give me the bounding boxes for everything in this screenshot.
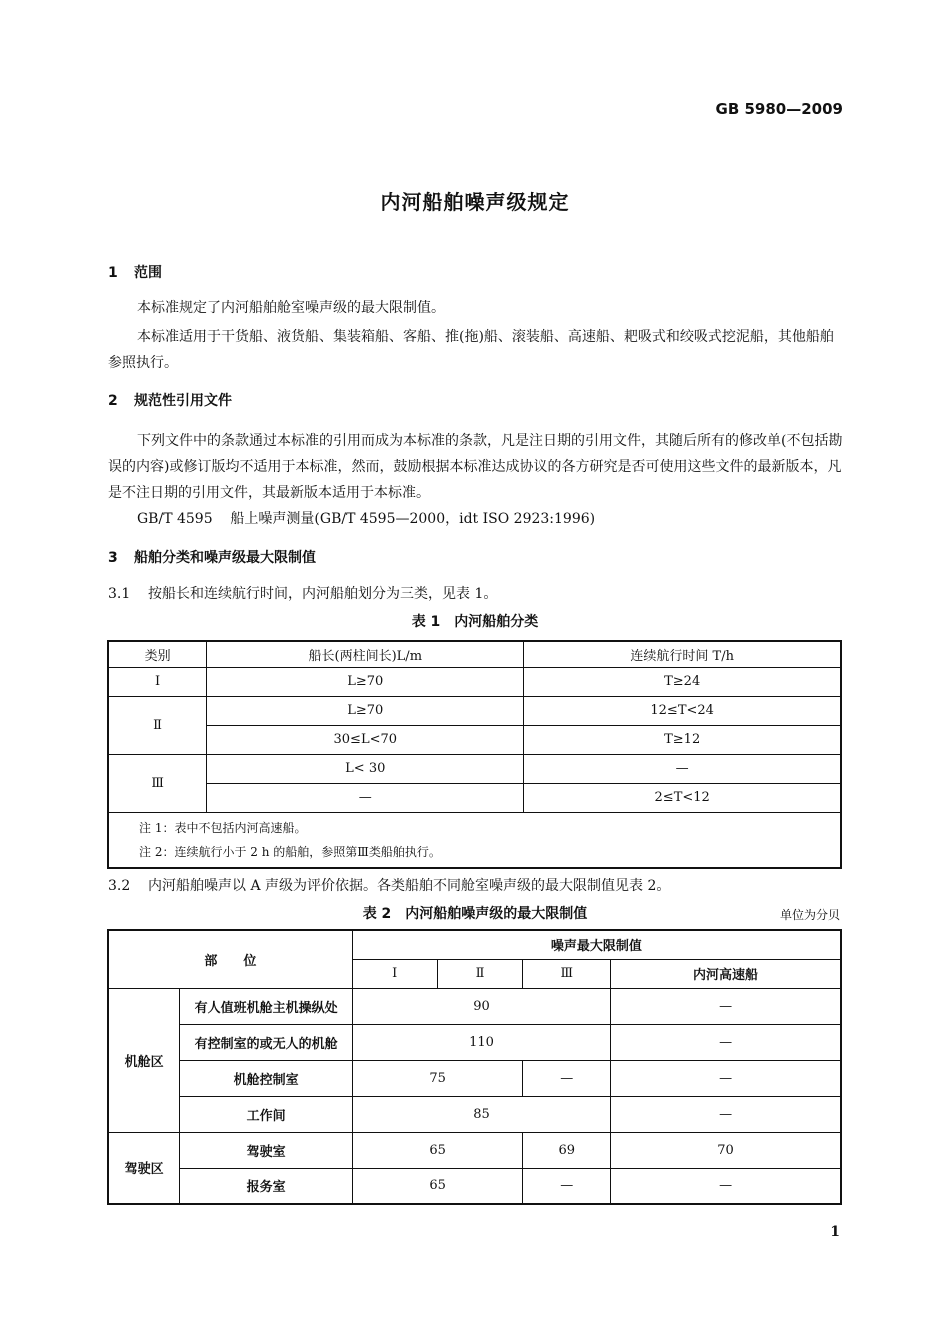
t1-cell: 30≤L<70 [207,725,524,754]
t2-row-name: 有人值班机舱主机操纵处 [180,988,353,1024]
t2-row-name: 驾驶室 [180,1132,353,1168]
t2-value: — [611,1060,841,1096]
document-title: 内河船舶噪声级规定 [380,190,570,214]
t1-cell: L< 30 [207,754,524,783]
t1-cell: 12≤T<24 [524,696,841,725]
t2-value: — [611,1096,841,1132]
t2-value: 90 [352,988,610,1024]
t1-cell: L≥70 [207,696,524,725]
t1-class-II: Ⅱ [108,696,207,754]
clause-3-1-number: 3.1 [108,586,131,602]
t2-value: 65 [352,1132,523,1168]
table-1-caption: 表 1 内河船舶分类 [411,614,539,630]
t1-cell: — [524,754,841,783]
t1-cell: T≥24 [524,667,841,696]
section-1-title: 范围 [134,265,162,281]
section-1-para-2: 本标准适用于干货船、液货船、集装箱船、客船、推(拖)船、滚装船、高速船、耙吸式和绞吸式挖泥船，其他船舶参照执行。 [108,329,834,371]
table-2 [107,929,842,1205]
t1-notes [108,812,841,868]
t2-header-limit: 噪声最大限制值 [352,930,841,959]
table-2-unit: 单位为分贝 [779,908,840,922]
t2-value: — [523,1060,611,1096]
section-1-number: 1 [108,265,118,281]
t1-cell: L≥70 [207,667,524,696]
t2-header-class-III: Ⅲ [523,959,611,988]
t1-header-length: 船长(两柱间长)L/m [207,641,524,667]
table-2-caption: 表 2 内河船舶噪声级的最大限制值 [362,906,588,922]
section-2-heading [108,390,232,410]
reference-title: 船上噪声测量(GB/T 4595—2000，idt ISO 2923:1996) [230,511,596,527]
t2-value: 110 [352,1024,610,1060]
t1-cell: — [207,783,524,812]
clause-3-1-text: 按船长和连续航行时间，内河船舶划分为三类，见表 1。 [148,586,498,602]
standard-code: GB 5980—2009 [715,100,843,118]
clause-3-2-number: 3.2 [108,878,131,894]
t2-value: 65 [352,1168,523,1204]
normative-reference [137,509,595,529]
section-2-number: 2 [108,393,118,409]
t1-note-1: 注 1：表中不包括内河高速船。 [139,820,307,835]
t1-header-time: 连续航行时间 T/h [524,641,841,667]
section-1-para-1: 本标准规定了内河船舶舱室噪声级的最大限制值。 [137,300,445,316]
t2-value: — [523,1168,611,1204]
t2-value: 70 [611,1132,841,1168]
section-3-heading [108,547,316,567]
t1-note-2: 注 2：连续航行小于 2 h 的船舶，参照第Ⅲ类船舶执行。 [139,844,441,859]
t1-cell: 2≤T<12 [524,783,841,812]
t2-value: 75 [352,1060,523,1096]
t2-row-name: 报务室 [180,1168,353,1204]
t2-zone-engine: 机舱区 [108,988,180,1132]
t2-row-name: 工作间 [180,1096,353,1132]
clause-3-2-text: 内河船舶噪声以 A 声级为评价依据。各类船舶不同舱室噪声级的最大限制值见表 2。 [148,878,671,894]
t1-cell: T≥12 [524,725,841,754]
reference-code: GB/T 4595 [137,511,213,527]
t1-class-III: Ⅲ [108,754,207,812]
clause-3-1 [108,584,497,604]
clause-3-2 [108,876,670,896]
t1-class-I: Ⅰ [108,667,207,696]
t2-value: 69 [523,1132,611,1168]
t2-header-class-I: Ⅰ [352,959,437,988]
t2-value: — [611,1168,841,1204]
section-2-para-1: 下列文件中的条款通过本标准的引用而成为本标准的条款，凡是注日期的引用文件，其随后所有的修改单(不包括勘误的内容)或修订版均不适用于本标准，然而，鼓励根据本标准达成协议的各方研究是否可使用这些文件的最新版本，凡是不注日期的引用文件，其最新版本适用于本标准。 [108,433,843,501]
t2-header-part: 部 位 [108,930,352,988]
t2-row-name: 机舱控制室 [180,1060,353,1096]
t1-header-class: 类别 [108,641,207,667]
t2-header-class-II: Ⅱ [437,959,523,988]
table-1 [107,640,842,869]
t2-zone-bridge: 驾驶区 [108,1132,180,1204]
t2-header-highspeed: 内河高速船 [611,959,841,988]
page-number: 1 [830,1224,840,1240]
t2-value: 85 [352,1096,610,1132]
t2-value: — [611,1024,841,1060]
t2-value: — [611,988,841,1024]
section-3-number: 3 [108,550,118,566]
section-2-title: 规范性引用文件 [134,393,232,409]
t2-row-name: 有控制室的或无人的机舱 [180,1024,353,1060]
section-3-title: 船舶分类和噪声级最大限制值 [134,550,316,566]
section-1-heading [108,262,162,282]
